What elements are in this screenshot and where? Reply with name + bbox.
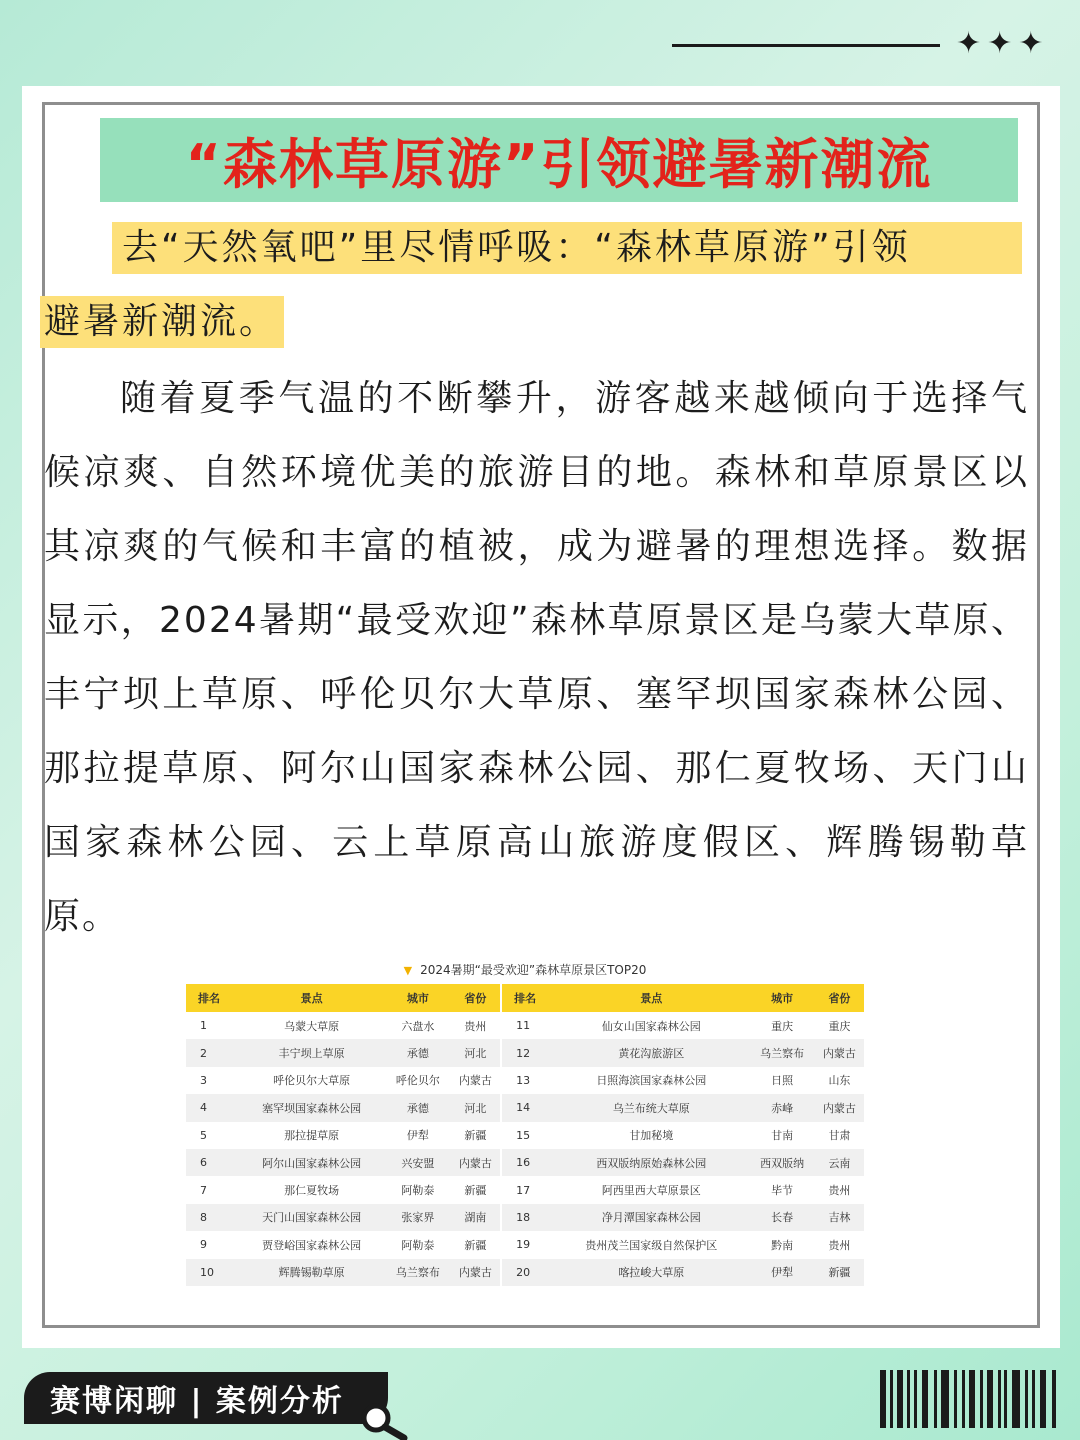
table-cell: 伊犁 bbox=[749, 1259, 814, 1286]
table-cell: 甘南 bbox=[749, 1122, 814, 1149]
table-cell: 12 bbox=[501, 1039, 553, 1066]
table-cell: 重庆 bbox=[749, 1012, 814, 1039]
table-cell: 乌兰察布 bbox=[385, 1259, 450, 1286]
table-cell: 天门山国家森林公园 bbox=[238, 1204, 385, 1231]
table-cell: 内蒙古 bbox=[815, 1039, 864, 1066]
table-cell: 13 bbox=[501, 1067, 553, 1094]
table-cell: 张家界 bbox=[385, 1204, 450, 1231]
table-cell: 山东 bbox=[815, 1067, 864, 1094]
table-cell: 贵州 bbox=[815, 1176, 864, 1203]
table-row bbox=[186, 1231, 864, 1258]
table-cell: 承德 bbox=[385, 1039, 450, 1066]
table-cell: 日照海滨国家森林公园 bbox=[553, 1067, 749, 1094]
table-cell: 8 bbox=[186, 1204, 238, 1231]
table-cell: 新疆 bbox=[451, 1176, 502, 1203]
table-cell: 云南 bbox=[815, 1149, 864, 1176]
table-cell: 内蒙古 bbox=[451, 1259, 502, 1286]
table-cell: 6 bbox=[186, 1149, 238, 1176]
ranking-table-section bbox=[186, 958, 864, 1286]
table-cell: 湖南 bbox=[451, 1204, 502, 1231]
table-header-cell: 排名 bbox=[186, 984, 238, 1012]
table-cell: 西双版纳 bbox=[749, 1149, 814, 1176]
table-cell: 甘肃 bbox=[815, 1122, 864, 1149]
table-cell: 阿勒泰 bbox=[385, 1231, 450, 1258]
table-cell: 兴安盟 bbox=[385, 1149, 450, 1176]
table-row bbox=[186, 1176, 864, 1203]
subtitle-line-2: 避暑新潮流。 bbox=[40, 296, 284, 348]
table-header-cell: 景点 bbox=[553, 984, 749, 1012]
table-cell: 呼伦贝尔 bbox=[385, 1067, 450, 1094]
table-cell: 乌兰察布 bbox=[749, 1039, 814, 1066]
table-cell: 内蒙古 bbox=[451, 1067, 502, 1094]
table-cell: 18 bbox=[501, 1204, 553, 1231]
table-cell: 喀拉峻大草原 bbox=[553, 1259, 749, 1286]
footer-label-text: 赛博闲聊 | 案例分析 bbox=[50, 1384, 344, 1419]
ranking-table bbox=[186, 984, 864, 1286]
table-header-cell: 省份 bbox=[815, 984, 864, 1012]
table-cell: 黄花沟旅游区 bbox=[553, 1039, 749, 1066]
table-cell: 那仁夏牧场 bbox=[238, 1176, 385, 1203]
table-cell: 乌蒙大草原 bbox=[238, 1012, 385, 1039]
table-header-row bbox=[186, 984, 864, 1012]
table-row bbox=[186, 1149, 864, 1176]
table-row bbox=[186, 1204, 864, 1231]
table-cell: 1 bbox=[186, 1012, 238, 1039]
table-cell: 9 bbox=[186, 1231, 238, 1258]
table-cell: 20 bbox=[501, 1259, 553, 1286]
table-cell: 17 bbox=[501, 1176, 553, 1203]
table-body bbox=[186, 1012, 864, 1286]
title-banner bbox=[100, 118, 1018, 202]
table-cell: 承德 bbox=[385, 1094, 450, 1121]
table-cell: 乌兰布统大草原 bbox=[553, 1094, 749, 1121]
table-cell: 辉腾锡勒草原 bbox=[238, 1259, 385, 1286]
table-cell: 甘加秘境 bbox=[553, 1122, 749, 1149]
table-cell: 贵州茂兰国家级自然保护区 bbox=[553, 1231, 749, 1258]
table-cell: 伊犁 bbox=[385, 1122, 450, 1149]
table-cell: 11 bbox=[501, 1012, 553, 1039]
table-cell: 那拉提草原 bbox=[238, 1122, 385, 1149]
table-row bbox=[186, 1067, 864, 1094]
table-cell: 阿尔山国家森林公园 bbox=[238, 1149, 385, 1176]
table-cell: 新疆 bbox=[451, 1231, 502, 1258]
table-header-cell: 城市 bbox=[385, 984, 450, 1012]
table-cell: 10 bbox=[186, 1259, 238, 1286]
table-cell: 贾登峪国家森林公园 bbox=[238, 1231, 385, 1258]
table-header-cell: 城市 bbox=[749, 984, 814, 1012]
table-cell: 15 bbox=[501, 1122, 553, 1149]
table-title bbox=[186, 958, 864, 984]
table-cell: 重庆 bbox=[815, 1012, 864, 1039]
table-cell: 7 bbox=[186, 1176, 238, 1203]
table-cell: 新疆 bbox=[815, 1259, 864, 1286]
table-cell: 六盘水 bbox=[385, 1012, 450, 1039]
table-cell: 吉林 bbox=[815, 1204, 864, 1231]
table-cell: 14 bbox=[501, 1094, 553, 1121]
subtitle-line-1: 去“天然氧吧”里尽情呼吸：“森林草原游”引领 bbox=[112, 222, 1022, 274]
table-header-cell: 排名 bbox=[501, 984, 553, 1012]
barcode-icon bbox=[880, 1370, 1060, 1428]
table-cell: 阿勒泰 bbox=[385, 1176, 450, 1203]
table-cell: 19 bbox=[501, 1231, 553, 1258]
table-header-cell: 省份 bbox=[451, 984, 502, 1012]
table-cell: 16 bbox=[501, 1149, 553, 1176]
table-cell: 长春 bbox=[749, 1204, 814, 1231]
table-cell: 呼伦贝尔大草原 bbox=[238, 1067, 385, 1094]
triangle-down-icon: ▼ bbox=[403, 964, 413, 977]
table-cell: 贵州 bbox=[451, 1012, 502, 1039]
body-paragraph: 随着夏季气温的不断攀升，游客越来越倾向于选择气候凉爽、自然环境优美的旅游目的地。森林和草原景区以其凉爽的气候和丰富的植被，成为避暑的理想选择。数据显示，2024暑期“最受欢迎”森林草原景区是乌蒙大草原、丰宁坝上草原、呼伦贝尔大草原、塞罕坝国家森林公园、那拉提草原、阿尔山国家森林公园、那仁夏牧场、天门山国家森林公园、云上草原高山旅游度假区、辉腾锡勒草原。 bbox=[44, 378, 1029, 937]
table-cell: 河北 bbox=[451, 1094, 502, 1121]
table-cell: 5 bbox=[186, 1122, 238, 1149]
table-row bbox=[186, 1012, 864, 1039]
table-cell: 西双版纳原始森林公园 bbox=[553, 1149, 749, 1176]
footer-label bbox=[24, 1372, 388, 1424]
table-cell: 赤峰 bbox=[749, 1094, 814, 1121]
table-cell: 日照 bbox=[749, 1067, 814, 1094]
table-cell: 净月潭国家森林公园 bbox=[553, 1204, 749, 1231]
table-row bbox=[186, 1094, 864, 1121]
table-cell: 内蒙古 bbox=[451, 1149, 502, 1176]
star-icons: ✦✦✦ bbox=[956, 26, 1050, 61]
table-row bbox=[186, 1259, 864, 1286]
table-title-text: 2024暑期“最受欢迎”森林草原景区TOP20 bbox=[420, 963, 647, 977]
decorative-line bbox=[672, 44, 940, 47]
page-title: “森林草原游”引领避暑新潮流 bbox=[185, 132, 933, 196]
table-cell: 黔南 bbox=[749, 1231, 814, 1258]
table-cell: 2 bbox=[186, 1039, 238, 1066]
table-cell: 4 bbox=[186, 1094, 238, 1121]
table-header-cell: 景点 bbox=[238, 984, 385, 1012]
table-row bbox=[186, 1039, 864, 1066]
table-cell: 毕节 bbox=[749, 1176, 814, 1203]
table-cell: 新疆 bbox=[451, 1122, 502, 1149]
table-cell: 3 bbox=[186, 1067, 238, 1094]
table-cell: 贵州 bbox=[815, 1231, 864, 1258]
table-cell: 阿西里西大草原景区 bbox=[553, 1176, 749, 1203]
table-cell: 塞罕坝国家森林公园 bbox=[238, 1094, 385, 1121]
table-cell: 河北 bbox=[451, 1039, 502, 1066]
magnifier-icon bbox=[352, 1396, 416, 1440]
table-row bbox=[186, 1122, 864, 1149]
table-cell: 丰宁坝上草原 bbox=[238, 1039, 385, 1066]
table-cell: 内蒙古 bbox=[815, 1094, 864, 1121]
table-cell: 仙女山国家森林公园 bbox=[553, 1012, 749, 1039]
